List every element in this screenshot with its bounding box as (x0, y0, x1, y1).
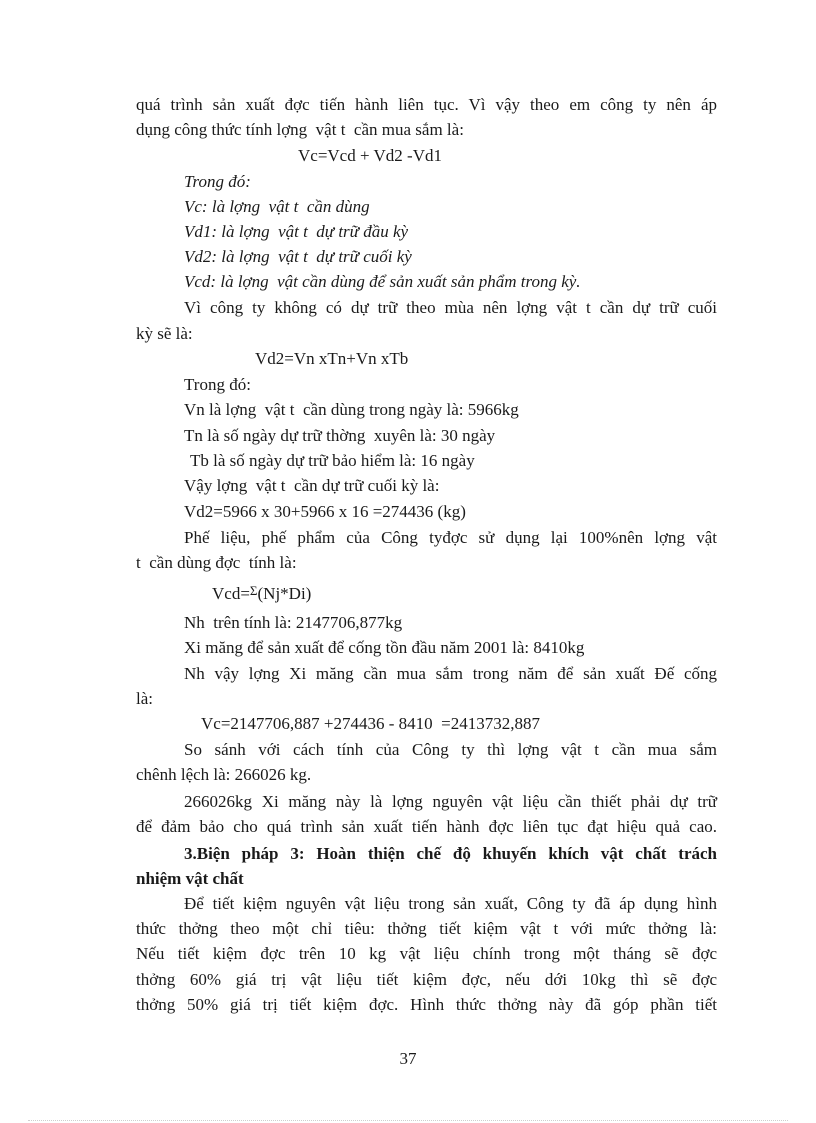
body-line: Vd2: là lợng vật t dự trữ cuối kỳ (184, 247, 412, 266)
body-line: Tn là số ngày dự trữ thờng xuyên là: 30 ngày (184, 426, 496, 445)
body-line: thởng 60% giá trị vật liệu tiết kiệm đợc, nếu dới 10kg thì sẽ đợc (136, 970, 717, 989)
body-line: Vậy lợng vật t cần dự trữ cuối kỳ là: (184, 476, 440, 495)
body-line: Nếu tiết kiệm đợc trên 10 kg vật liệu chính trong một tháng sẽ đợc (136, 944, 717, 963)
body-line: quá trình sản xuất đợc tiến hành liên tục. Vì vậy theo em công ty nên áp (136, 95, 717, 114)
body-line: dụng công thức tính lợng vật t cần mua sắm là: (136, 120, 464, 139)
formula: Vd2=Vn xTn+Vn xTb (255, 349, 409, 368)
body-line: thức thởng theo một chỉ tiêu: thởng tiết kiệm vật t với mức thởng là: (136, 919, 717, 938)
body-line: Nh trên tính là: 2147706,877kg (184, 613, 403, 632)
page-bottom-divider (28, 1120, 788, 1121)
body-line: Vì công ty không có dự trữ theo mùa nên lợng vật t cần dự trữ cuối (184, 298, 717, 317)
formula: Vc=Vcd + Vd2 -Vd1 (298, 146, 442, 165)
body-line: kỳ sẽ là: (136, 324, 193, 343)
body-line: Vn là lợng vật t cần dùng trong ngày là: 5966kg (184, 400, 519, 419)
body-line: Vc: là lợng vật t cần dùng (184, 197, 370, 216)
body-line: t cần dùng đợc tính là: (136, 553, 297, 572)
body-line: Nh vậy lợng Xi măng cần mua sắm trong năm để sản xuất Đế cống (184, 664, 717, 683)
body-line: So sánh với cách tính của Công ty thì lợng vật t cần mua sắm (184, 740, 717, 759)
formula (212, 583, 311, 605)
body-line: Để tiết kiệm nguyên vật liệu trong sản xuất, Công ty đã áp dụng hình (184, 894, 717, 913)
page-number: 37 (399, 1049, 417, 1068)
section-heading: 3.Biện pháp 3: Hoàn thiện chế độ khuyến khích vật chất trách (184, 844, 717, 863)
body-line: Vd1: là lợng vật t dự trữ đầu kỳ (184, 222, 409, 241)
body-line: Trong đó: (184, 375, 251, 394)
body-line: Vcd: là lợng vật cần dùng để sản xuất sản phẩm trong kỳ. (184, 272, 581, 291)
body-line: Tb là số ngày dự trữ bảo hiểm là: 16 ngày (190, 451, 475, 470)
formula: Vd2=5966 x 30+5966 x 16 =274436 (kg) (184, 502, 466, 521)
formula: Vc=2147706,887 +274436 - 8410 =2413732,887 (201, 714, 540, 733)
body-line: chênh lệch là: 266026 kg. (136, 765, 312, 784)
body-line: là: (136, 689, 153, 708)
body-line: Xi măng để sản xuất để cống tồn đầu năm 2001 là: 8410kg (184, 638, 585, 657)
sigma-symbol: Σ (249, 583, 258, 598)
body-line: Phế liệu, phế phẩm của Công tyđợc sử dụng lại 100%nên lợng vật (184, 528, 717, 547)
formula-suffix: (Nj*Di) (257, 584, 312, 603)
formula-prefix: Vcd= (212, 584, 250, 603)
body-line: thởng 50% giá trị tiết kiệm đợc. Hình thức thởng này đã góp phần tiết (136, 995, 717, 1014)
body-line: 266026kg Xi măng này là lợng nguyên vật liệu cần thiết phải dự trữ (184, 792, 717, 811)
body-line: Trong đó: (184, 172, 251, 191)
section-heading: nhiệm vật chất (136, 869, 244, 888)
body-line: để đảm bảo cho quá trình sản xuất tiến hành đợc liên tục đạt hiệu quả cao. (136, 817, 717, 836)
